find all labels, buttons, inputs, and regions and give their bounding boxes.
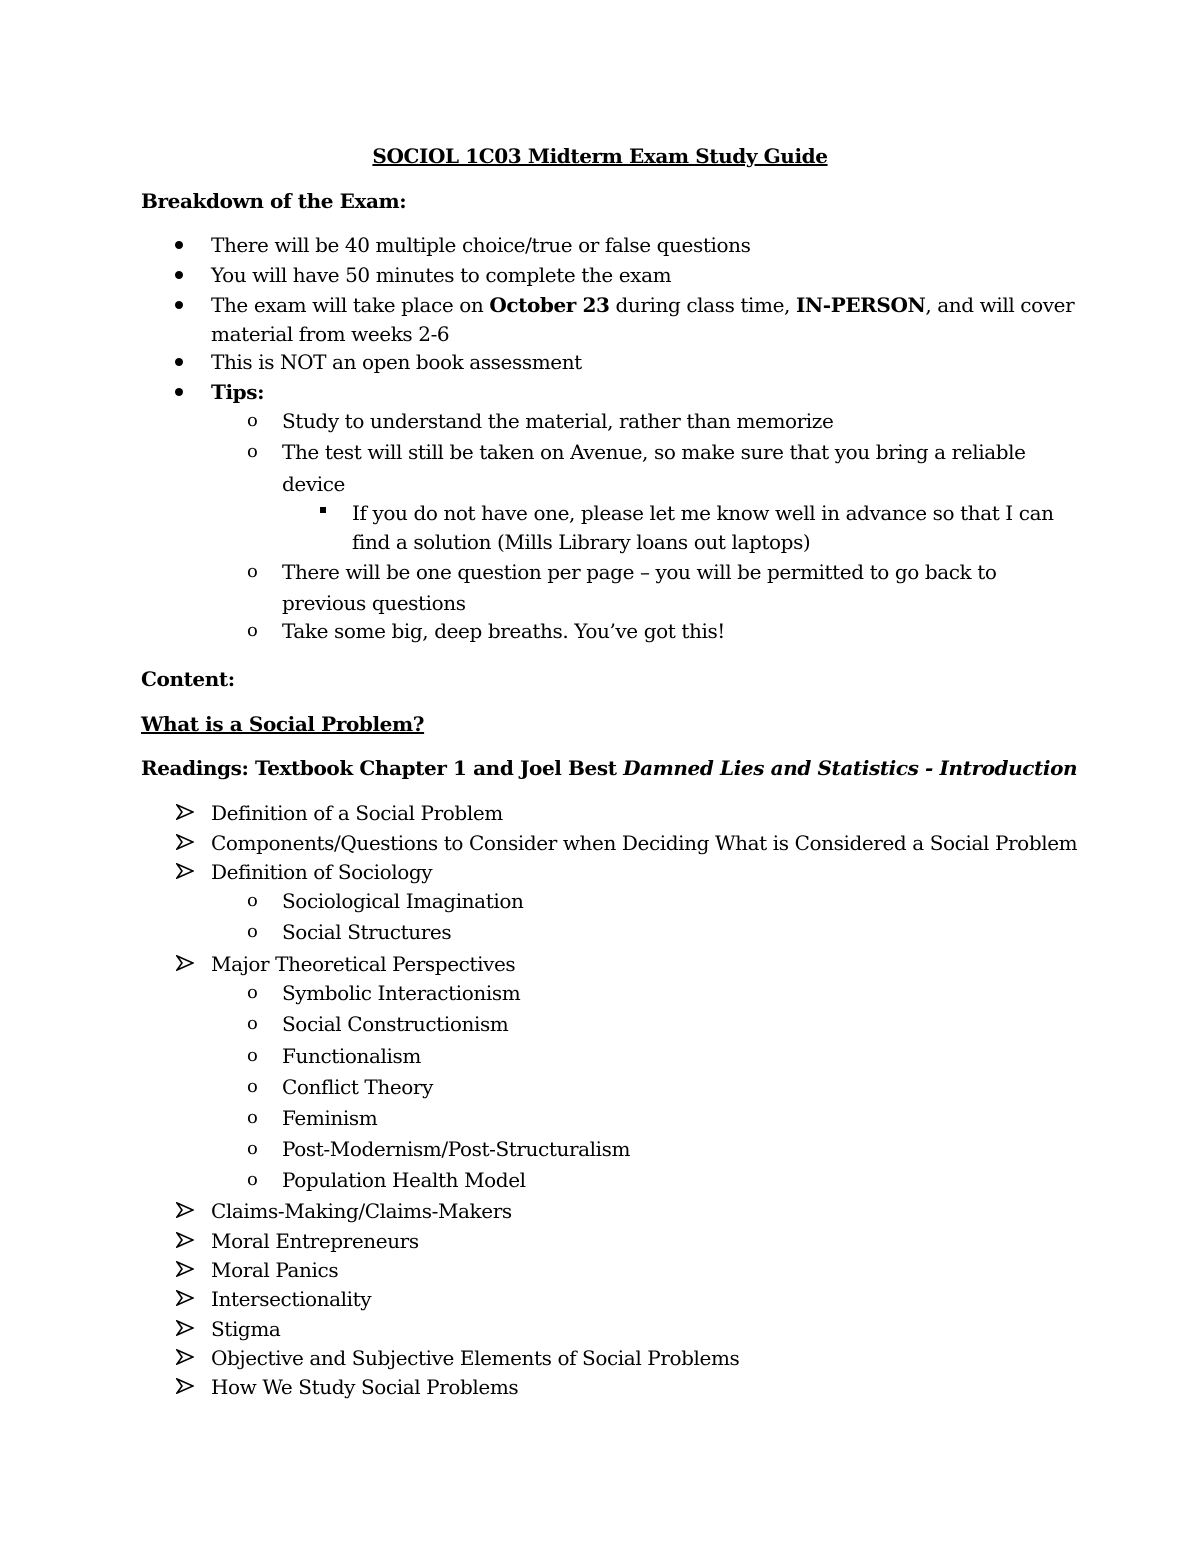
breakdown-heading: Breakdown of the Exam: <box>141 189 407 213</box>
bullet-dot-icon <box>175 388 183 396</box>
bullet-dot-icon <box>175 358 183 366</box>
sub-bullet-icon: o <box>247 410 258 431</box>
arrowhead-bullet-icon <box>176 834 194 850</box>
content-heading: Content: <box>141 667 235 691</box>
topic-item: Objective and Subjective Elements of Social Problems <box>211 1346 740 1370</box>
topic-item: How We Study Social Problems <box>211 1375 519 1399</box>
arrowhead-bullet-icon <box>176 1290 194 1306</box>
readings-line: Readings: Textbook Chapter 1 and Joel Best Damned Lies and Statistics - Introduction <box>141 756 1078 780</box>
arrowhead-bullet-icon <box>176 863 194 879</box>
sub-bullet-icon: o <box>247 1138 258 1159</box>
topic-item: Definition of Sociology <box>211 860 433 884</box>
sub-bullet-icon: o <box>247 441 258 462</box>
topic-item: Definition of a Social Problem <box>211 801 503 825</box>
arrowhead-bullet-icon <box>176 955 194 971</box>
arrowhead-bullet-icon <box>176 1378 194 1394</box>
topic-subitem: Sociological Imagination <box>282 889 524 913</box>
bullet-item: There will be 40 multiple choice/true or false questions <box>211 233 751 257</box>
tip-item-continued: previous questions <box>282 591 466 615</box>
section-title: What is a Social Problem? <box>141 712 425 736</box>
bullet-item: The exam will take place on October 23 during class time, IN-PERSON, and will cover <box>211 293 1075 317</box>
sub-bullet-icon: o <box>247 1169 258 1190</box>
topic-subitem: Social Structures <box>282 920 452 944</box>
bullet-dot-icon <box>175 271 183 279</box>
sub-bullet-icon: o <box>247 561 258 582</box>
topic-subitem: Population Health Model <box>282 1168 526 1192</box>
arrowhead-bullet-icon <box>176 1349 194 1365</box>
bullet-item: This is NOT an open book assessment <box>211 350 582 374</box>
square-bullet-icon <box>320 507 326 513</box>
topic-item: Major Theoretical Perspectives <box>211 952 516 976</box>
book-title: Damned Lies and Statistics - Introduction <box>623 756 1078 780</box>
sub-bullet-icon: o <box>247 1045 258 1066</box>
topic-item: Claims-Making/Claims-Makers <box>211 1199 512 1223</box>
tip-item: There will be one question per page – you will be permitted to go back to <box>282 560 997 584</box>
topic-subitem: Symbolic Interactionism <box>282 981 521 1005</box>
topic-item: Stigma <box>211 1317 281 1341</box>
tip-item: The test will still be taken on Avenue, so make sure that you bring a reliable <box>282 440 1026 464</box>
tip-item: Take some big, deep breaths. You’ve got this! <box>282 619 725 643</box>
exam-date: October 23 <box>489 293 610 317</box>
arrowhead-bullet-icon <box>176 804 194 820</box>
topic-item: Components/Questions to Consider when Deciding What is Considered a Social Problem <box>211 831 1078 855</box>
topic-subitem: Conflict Theory <box>282 1075 433 1099</box>
tip-subitem-continued: find a solution (Mills Library loans out laptops) <box>352 530 811 554</box>
topic-subitem: Social Constructionism <box>282 1012 509 1036</box>
tip-item: Study to understand the material, rather than memorize <box>282 409 834 433</box>
arrowhead-bullet-icon <box>176 1232 194 1248</box>
topic-subitem: Functionalism <box>282 1044 421 1068</box>
arrowhead-bullet-icon <box>176 1202 194 1218</box>
exam-mode: IN-PERSON <box>795 293 926 317</box>
topic-item: Moral Panics <box>211 1258 339 1282</box>
sub-bullet-icon: o <box>247 890 258 911</box>
page-title: SOCIOL 1C03 Midterm Exam Study Guide <box>372 144 828 168</box>
bullet-item: You will have 50 minutes to complete the exam <box>211 263 672 287</box>
bullet-dot-icon <box>175 301 183 309</box>
tip-item-continued: device <box>282 472 345 496</box>
arrowhead-bullet-icon <box>176 1261 194 1277</box>
sub-bullet-icon: o <box>247 620 258 641</box>
topic-subitem: Feminism <box>282 1106 378 1130</box>
topic-item: Moral Entrepreneurs <box>211 1229 419 1253</box>
bullet-item-continued: material from weeks 2-6 <box>211 322 450 346</box>
tips-label: Tips: <box>211 380 265 404</box>
sub-bullet-icon: o <box>247 1107 258 1128</box>
arrowhead-bullet-icon <box>176 1320 194 1336</box>
topic-item: Intersectionality <box>211 1287 372 1311</box>
bullet-dot-icon <box>175 241 183 249</box>
tip-subitem: If you do not have one, please let me know well in advance so that I can <box>352 501 1054 525</box>
topic-subitem: Post-Modernism/Post-Structuralism <box>282 1137 631 1161</box>
sub-bullet-icon: o <box>247 921 258 942</box>
sub-bullet-icon: o <box>247 1013 258 1034</box>
sub-bullet-icon: o <box>247 982 258 1003</box>
sub-bullet-icon: o <box>247 1076 258 1097</box>
